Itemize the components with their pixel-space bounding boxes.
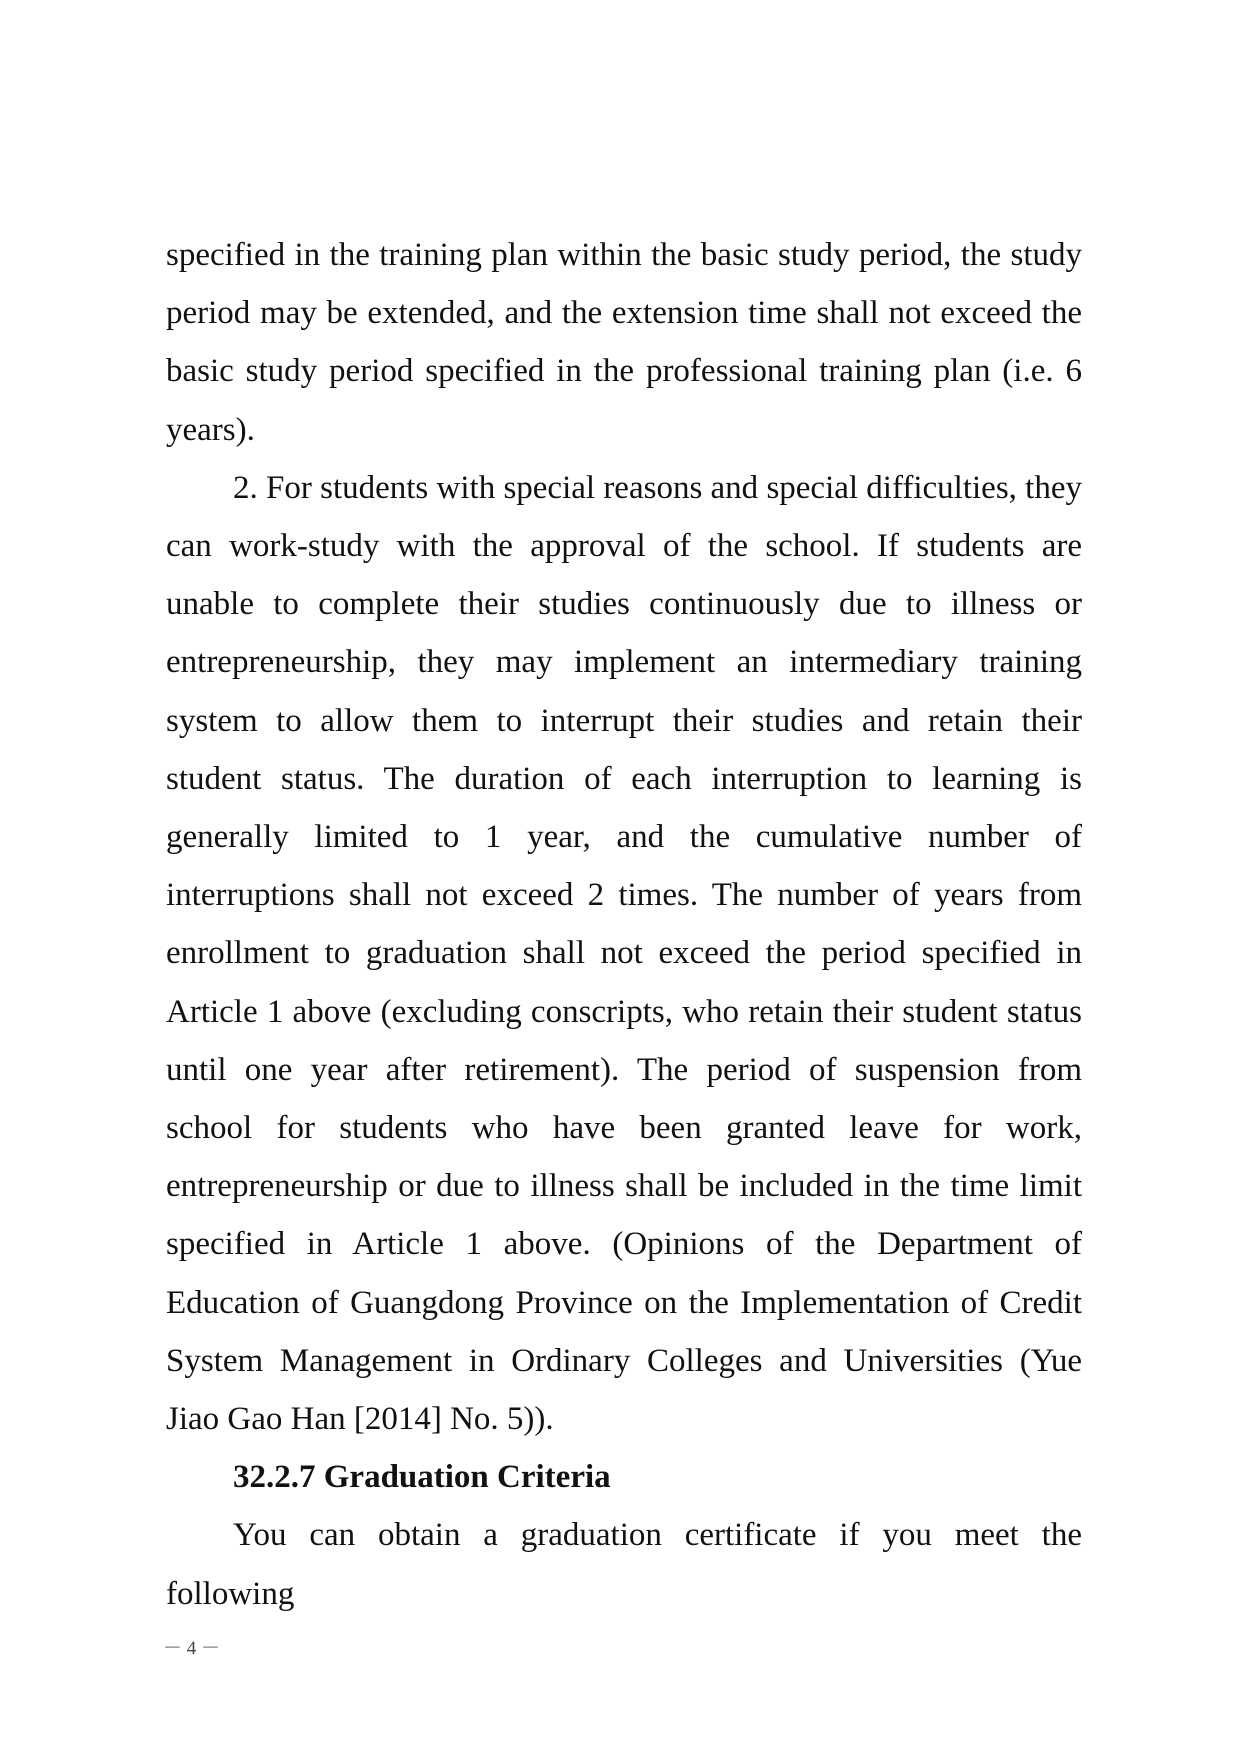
page-number: － 4 － xyxy=(163,1638,221,1659)
paragraph-graduation-intro: You can obtain a graduation certificate if you meet the following xyxy=(166,1517,1082,1612)
section-heading: 32.2.7 Graduation Criteria xyxy=(233,1459,611,1496)
paragraph-work-study-suspension: 2. For students with special reasons and special difficulties, they can work-study with the approval of the school. If students are unable to complete their studies continuously due to illness or entrepreneurship, they may implement an intermediary training system to allow them to interrupt their studies and retain their student status. The duration of each interruption to learning is generally limited to 1 year, and the cumulative number of interruptions shall not exceed 2 times. The number of years from enrollment to graduation shall not exceed the period specified in Article 1 above (excluding conscripts, who retain their student status until one year after retirement). The period of suspension from school for students who have been granted leave for work, entrepreneurship or due to illness shall be included in the time limit specified in Article 1 above. (Opinions of the Department of Education of Guangdong Province on the Implementation of Credit System Management in Ordinary Colleges and Universities (Yue Jiao Gao Han [2014] No. 5)). xyxy=(166,469,1082,1438)
paragraph-study-period-extension: specified in the training plan within the basic study period, the study period may be extended, and the extension time shall not exceed the basic study period specified in the professional training plan (i.e. 6 years). xyxy=(166,237,1082,448)
document-body xyxy=(166,226,1082,1623)
